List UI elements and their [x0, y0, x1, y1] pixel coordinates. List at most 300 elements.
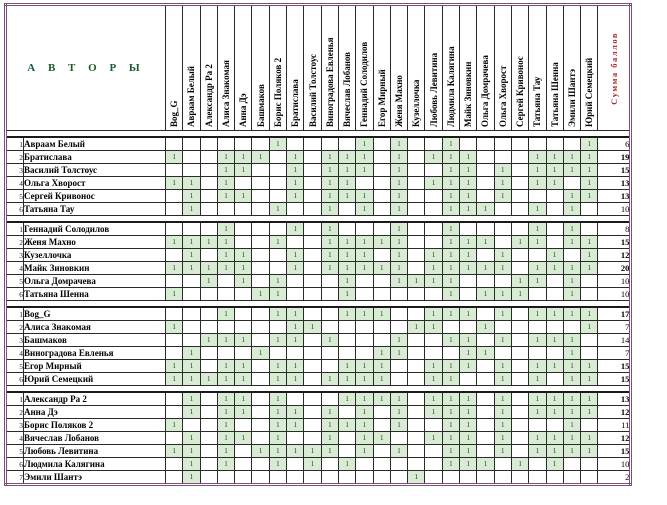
table-row [6, 262, 631, 275]
vote-cell [425, 236, 442, 249]
vote-cell-marked: 1 [321, 373, 338, 386]
vote-cell-marked: 1 [269, 275, 286, 288]
vote-cell-marked: 1 [373, 392, 390, 406]
table-row [6, 406, 631, 419]
column-header [304, 5, 321, 131]
vote-cell [183, 334, 200, 347]
vote-cell-marked: 1 [390, 203, 407, 216]
vote-cell-marked: 1 [183, 432, 200, 445]
vote-cell-marked: 1 [356, 236, 373, 249]
vote-cell [425, 419, 442, 432]
table-row [6, 392, 631, 406]
vote-cell-marked: 1 [287, 406, 304, 419]
vote-cell [252, 334, 269, 347]
vote-cell-marked: 1 [529, 392, 546, 406]
column-header-label: Виноградова Евленья [324, 37, 335, 127]
vote-cell-marked: 1 [183, 471, 200, 485]
score-total: 19 [598, 151, 631, 164]
vote-cell-marked: 1 [425, 275, 442, 288]
author-name: Виноградова Евленья [24, 347, 166, 360]
score-total: 15 [598, 373, 631, 386]
author-name: Егор Мирный [24, 360, 166, 373]
vote-cell-marked: 1 [269, 458, 286, 471]
author-name: Любовь Левитина [24, 445, 166, 458]
vote-cell-marked: 1 [460, 445, 477, 458]
vote-cell [287, 137, 304, 151]
vote-cell-marked: 1 [304, 458, 321, 471]
vote-cell [511, 471, 528, 485]
vote-cell [269, 471, 286, 485]
row-number: 2 [6, 236, 24, 249]
vote-cell-marked: 1 [373, 373, 390, 386]
vote-cell-marked: 1 [442, 190, 459, 203]
vote-cell [477, 164, 494, 177]
vote-cell [217, 137, 234, 151]
vote-cell-marked: 1 [217, 164, 234, 177]
author-name: Кузеллочка [24, 249, 166, 262]
vote-cell [408, 288, 425, 301]
vote-cell-marked: 1 [321, 151, 338, 164]
vote-cell-marked: 1 [217, 151, 234, 164]
vote-cell [287, 275, 304, 288]
author-name: Башмаков [24, 334, 166, 347]
vote-cell [546, 275, 563, 288]
vote-cell-marked: 1 [321, 249, 338, 262]
score-total: 13 [598, 177, 631, 190]
vote-cell [235, 236, 252, 249]
vote-cell [477, 137, 494, 151]
vote-cell [511, 164, 528, 177]
vote-cell-marked: 1 [442, 458, 459, 471]
vote-cell [373, 222, 390, 236]
vote-cell [252, 164, 269, 177]
vote-cell [252, 203, 269, 216]
column-header [494, 5, 511, 131]
vote-cell-marked: 1 [217, 360, 234, 373]
column-header-label: Людмила Калягина [445, 46, 456, 127]
vote-cell-marked: 1 [442, 203, 459, 216]
vote-cell [373, 137, 390, 151]
vote-cell [581, 288, 598, 301]
vote-cell [581, 471, 598, 485]
vote-cell [373, 151, 390, 164]
vote-cell-marked: 1 [511, 288, 528, 301]
vote-cell [287, 203, 304, 216]
vote-cell-marked: 1 [183, 203, 200, 216]
vote-cell [304, 137, 321, 151]
vote-cell [425, 458, 442, 471]
author-name: Bog_G [24, 307, 166, 321]
vote-cell-marked: 1 [425, 360, 442, 373]
vote-cell [546, 190, 563, 203]
score-total: 10 [598, 203, 631, 216]
vote-cell [200, 445, 217, 458]
vote-cell [460, 288, 477, 301]
vote-cell-marked: 1 [356, 249, 373, 262]
vote-cell [183, 222, 200, 236]
column-header [408, 5, 425, 131]
vote-cell-marked: 1 [287, 190, 304, 203]
vote-cell [217, 347, 234, 360]
table-row [6, 360, 631, 373]
vote-cell-marked: 1 [217, 392, 234, 406]
vote-cell [235, 307, 252, 321]
vote-cell-marked: 1 [166, 151, 183, 164]
vote-cell-marked: 1 [390, 262, 407, 275]
vote-cell [252, 236, 269, 249]
vote-cell [356, 334, 373, 347]
vote-cell [511, 203, 528, 216]
score-total: 7 [598, 321, 631, 334]
column-header [200, 5, 217, 131]
vote-cell-marked: 1 [546, 177, 563, 190]
vote-cell [477, 151, 494, 164]
vote-cell-marked: 1 [373, 432, 390, 445]
row-number: 6 [6, 458, 24, 471]
column-header [252, 5, 269, 131]
vote-cell-marked: 1 [235, 432, 252, 445]
vote-cell-marked: 1 [460, 151, 477, 164]
vote-cell [425, 203, 442, 216]
vote-cell-marked: 1 [356, 190, 373, 203]
column-header [460, 5, 477, 131]
vote-cell-marked: 1 [529, 151, 546, 164]
vote-cell [529, 419, 546, 432]
vote-cell-marked: 1 [460, 164, 477, 177]
vote-cell-marked: 1 [217, 458, 234, 471]
vote-cell-marked: 1 [442, 137, 459, 151]
vote-cell-marked: 1 [442, 151, 459, 164]
vote-cell [269, 190, 286, 203]
vote-cell [460, 137, 477, 151]
vote-cell-marked: 1 [373, 347, 390, 360]
score-total: 12 [598, 249, 631, 262]
vote-cell [477, 275, 494, 288]
vote-cell-marked: 1 [529, 222, 546, 236]
vote-cell-marked: 1 [477, 347, 494, 360]
vote-cell-marked: 1 [408, 471, 425, 485]
vote-cell-marked: 1 [183, 236, 200, 249]
vote-cell-marked: 1 [529, 236, 546, 249]
vote-cell [581, 334, 598, 347]
vote-cell-marked: 1 [581, 321, 598, 334]
vote-cell [304, 236, 321, 249]
vote-cell-marked: 1 [183, 373, 200, 386]
table-row [6, 307, 631, 321]
vote-cell [166, 275, 183, 288]
vote-cell-marked: 1 [252, 288, 269, 301]
row-number: 3 [6, 334, 24, 347]
column-header-label: Братислава [290, 79, 301, 127]
vote-cell-marked: 1 [546, 151, 563, 164]
vote-cell-marked: 1 [460, 190, 477, 203]
vote-cell [494, 222, 511, 236]
table-row [6, 334, 631, 347]
vote-cell-marked: 1 [269, 307, 286, 321]
authors-header: А В Т О Р Ы [6, 5, 166, 131]
vote-cell-marked: 1 [494, 360, 511, 373]
score-total: 15 [598, 360, 631, 373]
vote-cell [356, 471, 373, 485]
vote-cell [563, 458, 580, 471]
vote-cell [373, 458, 390, 471]
vote-cell-marked: 1 [460, 347, 477, 360]
vote-cell [356, 321, 373, 334]
vote-cell-marked: 1 [546, 334, 563, 347]
vote-cell-marked: 1 [563, 307, 580, 321]
vote-cell-marked: 1 [494, 307, 511, 321]
vote-cell-marked: 1 [217, 419, 234, 432]
vote-cell [269, 222, 286, 236]
column-header [442, 5, 459, 131]
vote-cell [477, 471, 494, 485]
author-name: Братислава [24, 151, 166, 164]
vote-cell [408, 406, 425, 419]
vote-cell-marked: 1 [529, 360, 546, 373]
vote-cell [200, 471, 217, 485]
score-total: 12 [598, 406, 631, 419]
vote-cell-marked: 1 [460, 334, 477, 347]
vote-cell [563, 321, 580, 334]
vote-cell [321, 471, 338, 485]
vote-cell [511, 373, 528, 386]
vote-cell [269, 321, 286, 334]
vote-cell-marked: 1 [581, 151, 598, 164]
vote-cell-marked: 1 [494, 392, 511, 406]
vote-cell-marked: 1 [183, 360, 200, 373]
vote-cell-marked: 1 [217, 373, 234, 386]
vote-cell [546, 288, 563, 301]
vote-cell [304, 334, 321, 347]
vote-cell [356, 347, 373, 360]
vote-cell [563, 249, 580, 262]
vote-cell [460, 471, 477, 485]
table-row [6, 321, 631, 334]
vote-cell [581, 347, 598, 360]
vote-cell [477, 249, 494, 262]
vote-cell [252, 321, 269, 334]
vote-cell-marked: 1 [321, 334, 338, 347]
vote-cell-marked: 1 [442, 392, 459, 406]
row-number: 4 [6, 432, 24, 445]
table-row [6, 203, 631, 216]
vote-cell-marked: 1 [321, 236, 338, 249]
vote-cell-marked: 1 [494, 445, 511, 458]
vote-cell [390, 471, 407, 485]
vote-cell [287, 236, 304, 249]
vote-cell-marked: 1 [529, 373, 546, 386]
vote-cell-marked: 1 [494, 249, 511, 262]
vote-cell [235, 137, 252, 151]
row-number: 5 [6, 275, 24, 288]
vote-cell-marked: 1 [581, 445, 598, 458]
vote-cell-marked: 1 [373, 236, 390, 249]
vote-cell-marked: 1 [494, 164, 511, 177]
vote-cell-marked: 1 [217, 262, 234, 275]
score-total: 12 [598, 432, 631, 445]
row-number: 3 [6, 249, 24, 262]
vote-cell [477, 360, 494, 373]
vote-cell-marked: 1 [390, 151, 407, 164]
vote-cell [166, 307, 183, 321]
vote-cell [529, 249, 546, 262]
table-row [6, 222, 631, 236]
vote-cell-marked: 1 [356, 262, 373, 275]
vote-cell [321, 288, 338, 301]
vote-cell [252, 406, 269, 419]
vote-cell [477, 307, 494, 321]
vote-cell-marked: 1 [529, 164, 546, 177]
vote-cell-marked: 1 [581, 406, 598, 419]
vote-cell [373, 445, 390, 458]
vote-cell-marked: 1 [425, 392, 442, 406]
author-name: Василий Толстоус [24, 164, 166, 177]
vote-cell [166, 406, 183, 419]
vote-cell [494, 151, 511, 164]
vote-cell-marked: 1 [460, 432, 477, 445]
vote-cell [252, 222, 269, 236]
author-name: Ольга Хворост [24, 177, 166, 190]
vote-cell-marked: 1 [477, 262, 494, 275]
score-total: 10 [598, 288, 631, 301]
vote-cell-marked: 1 [425, 151, 442, 164]
column-header [338, 5, 355, 131]
vote-cell [252, 432, 269, 445]
vote-cell [425, 334, 442, 347]
vote-cell [546, 347, 563, 360]
vote-cell [287, 347, 304, 360]
vote-cell-marked: 1 [287, 334, 304, 347]
vote-cell-marked: 1 [338, 419, 355, 432]
vote-cell-marked: 1 [269, 334, 286, 347]
vote-cell-marked: 1 [390, 236, 407, 249]
vote-cell [321, 307, 338, 321]
vote-cell [373, 177, 390, 190]
vote-cell-marked: 1 [356, 392, 373, 406]
column-header [529, 5, 546, 131]
vote-cell-marked: 1 [183, 347, 200, 360]
row-number: 1 [6, 222, 24, 236]
vote-cell-marked: 1 [217, 249, 234, 262]
vote-cell-marked: 1 [321, 445, 338, 458]
vote-cell-marked: 1 [563, 190, 580, 203]
vote-cell-marked: 1 [217, 177, 234, 190]
vote-cell [183, 288, 200, 301]
table-row [6, 151, 631, 164]
author-name: Эмили Шантэ [24, 471, 166, 485]
vote-cell [269, 262, 286, 275]
vote-cell [235, 471, 252, 485]
vote-cell-marked: 1 [235, 190, 252, 203]
author-name: Ольга Домрачева [24, 275, 166, 288]
vote-cell [511, 137, 528, 151]
vote-cell [546, 203, 563, 216]
vote-cell-marked: 1 [390, 137, 407, 151]
vote-cell-marked: 1 [563, 203, 580, 216]
vote-cell-marked: 1 [563, 275, 580, 288]
vote-cell [166, 458, 183, 471]
author-name: Юрий Семецкий [24, 373, 166, 386]
vote-cell-marked: 1 [166, 321, 183, 334]
vote-cell-marked: 1 [235, 275, 252, 288]
vote-cell [200, 432, 217, 445]
column-header [477, 5, 494, 131]
vote-cell [546, 137, 563, 151]
vote-cell-marked: 1 [356, 373, 373, 386]
vote-cell-marked: 1 [425, 373, 442, 386]
vote-cell-marked: 1 [581, 432, 598, 445]
vote-cell [581, 222, 598, 236]
vote-cell [304, 190, 321, 203]
row-number: 6 [6, 373, 24, 386]
vote-cell-marked: 1 [287, 249, 304, 262]
vote-cell-marked: 1 [442, 432, 459, 445]
vote-cell [477, 334, 494, 347]
vote-cell-marked: 1 [373, 360, 390, 373]
vote-cell-marked: 1 [442, 236, 459, 249]
vote-cell [581, 458, 598, 471]
vote-cell-marked: 1 [252, 151, 269, 164]
vote-cell [252, 360, 269, 373]
vote-cell-marked: 1 [425, 406, 442, 419]
vote-cell [408, 177, 425, 190]
table-body [6, 131, 631, 485]
vote-cell [252, 137, 269, 151]
vote-cell-marked: 1 [217, 432, 234, 445]
vote-cell-marked: 1 [460, 307, 477, 321]
vote-cell [269, 164, 286, 177]
vote-cell [200, 151, 217, 164]
vote-cell-marked: 1 [338, 164, 355, 177]
vote-cell [511, 360, 528, 373]
vote-cell [460, 222, 477, 236]
vote-cell [252, 262, 269, 275]
vote-cell [511, 321, 528, 334]
vote-cell-marked: 1 [581, 164, 598, 177]
vote-cell [200, 190, 217, 203]
vote-cell-marked: 1 [217, 236, 234, 249]
row-number: 4 [6, 347, 24, 360]
vote-cell-marked: 1 [563, 236, 580, 249]
vote-cell [217, 275, 234, 288]
vote-cell [166, 392, 183, 406]
vote-cell-marked: 1 [183, 458, 200, 471]
row-number: 4 [6, 177, 24, 190]
vote-cell [304, 432, 321, 445]
vote-cell-marked: 1 [529, 262, 546, 275]
vote-cell [321, 275, 338, 288]
column-header [390, 5, 407, 131]
vote-cell-marked: 1 [529, 275, 546, 288]
vote-cell [287, 432, 304, 445]
vote-cell [217, 471, 234, 485]
vote-cell-marked: 1 [442, 406, 459, 419]
vote-cell-marked: 1 [546, 164, 563, 177]
vote-cell-marked: 1 [217, 190, 234, 203]
vote-cell-marked: 1 [338, 288, 355, 301]
vote-cell [252, 275, 269, 288]
row-number: 3 [6, 164, 24, 177]
vote-cell-marked: 1 [235, 373, 252, 386]
vote-cell [356, 177, 373, 190]
vote-cell [304, 347, 321, 360]
vote-cell [529, 347, 546, 360]
author-name: Майк Зиновкин [24, 262, 166, 275]
vote-cell [304, 360, 321, 373]
score-total: 14 [598, 334, 631, 347]
vote-cell-marked: 1 [477, 458, 494, 471]
vote-cell [425, 222, 442, 236]
